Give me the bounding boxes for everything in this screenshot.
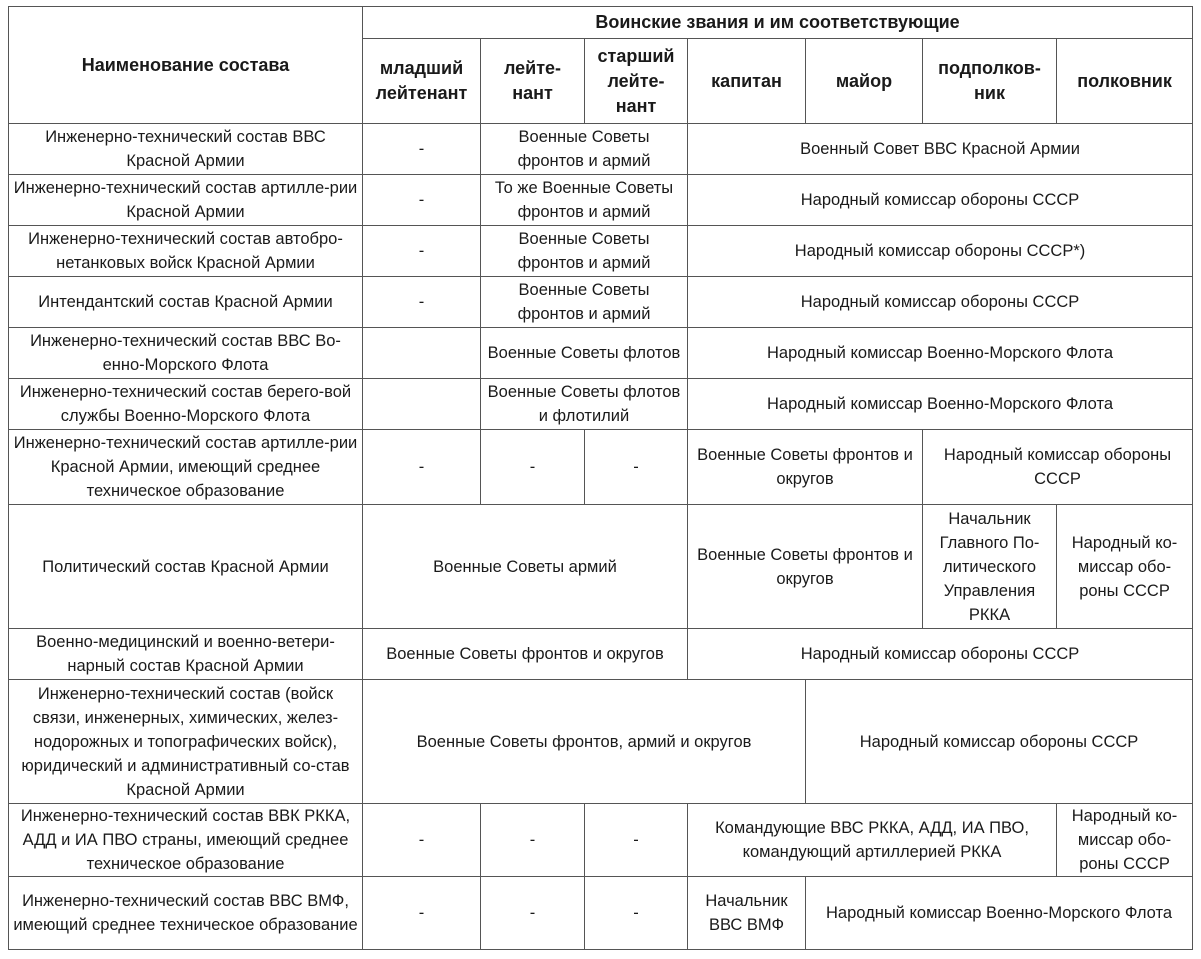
authority-cell: - <box>363 804 481 877</box>
authority-cell: - <box>481 804 585 877</box>
composition-cell: Инженерно-технический состав (войск связи, инженерных, химических, желез-нодорожных и топографических войск), юридический и административный со-став Красной Армии <box>9 680 363 804</box>
authority-cell: Народный комиссар обороны СССР <box>688 629 1193 680</box>
rank-header: лейте-нант <box>481 39 585 124</box>
authority-cell: Народный ко-миссар обо-роны СССР <box>1057 505 1193 629</box>
authority-cell: Военные Советы флотов и флотилий <box>481 379 688 430</box>
composition-cell: Инженерно-технический состав ВВС Красной Армии <box>9 124 363 175</box>
authority-cell: Военные Советы фронтов и армий <box>481 277 688 328</box>
authority-cell: - <box>363 277 481 328</box>
authority-cell: Начальник ВВС ВМФ <box>688 877 806 950</box>
table-row <box>9 430 1193 505</box>
authority-cell: Военные Советы фронтов и армий <box>481 124 688 175</box>
table-row <box>9 629 1193 680</box>
composition-cell: Военно-медицинский и военно-ветери-нарный состав Красной Армии <box>9 629 363 680</box>
composition-cell: Инженерно-технический состав автобро-нетанковых войск Красной Армии <box>9 226 363 277</box>
authority-cell: Военные Советы фронтов и округов <box>688 505 923 629</box>
authority-cell: Командующие ВВС РККА, АДД, ИА ПВО, командующий артиллерией РККА <box>688 804 1057 877</box>
authority-cell: - <box>363 175 481 226</box>
rank-header: полковник <box>1057 39 1193 124</box>
authority-cell: Народный комиссар обороны СССР <box>688 277 1193 328</box>
composition-cell: Инженерно-технический состав артилле-рии Красной Армии <box>9 175 363 226</box>
rank-header: подполков-ник <box>923 39 1057 124</box>
table-row <box>9 680 1193 804</box>
authority-cell: Народный комиссар обороны СССР <box>923 430 1193 505</box>
authority-cell: - <box>363 124 481 175</box>
header-row-1 <box>9 7 1193 39</box>
authority-cell: Народный комиссар обороны СССР <box>688 175 1193 226</box>
authority-cell: Народный комиссар обороны СССР*) <box>688 226 1193 277</box>
ranks-authority-table <box>8 6 1193 950</box>
composition-cell: Политический состав Красной Армии <box>9 505 363 629</box>
rank-header: капитан <box>688 39 806 124</box>
authority-cell: - <box>363 430 481 505</box>
table-row <box>9 277 1193 328</box>
authority-cell: Военные Советы фронтов и армий <box>481 226 688 277</box>
authority-cell: Военный Совет ВВС Красной Армии <box>688 124 1193 175</box>
composition-header: Наименование состава <box>9 7 363 124</box>
authority-cell: То же Военные Советы фронтов и армий <box>481 175 688 226</box>
empty-cell <box>363 379 481 430</box>
authority-cell: - <box>585 877 688 950</box>
table-row <box>9 124 1193 175</box>
authority-cell: Народный комиссар Военно-Морского Флота <box>688 328 1193 379</box>
table-row <box>9 877 1193 950</box>
composition-cell: Инженерно-технический состав артилле-рии Красной Армии, имеющий среднее техническое образование <box>9 430 363 505</box>
composition-cell: Интендантский состав Красной Армии <box>9 277 363 328</box>
authority-cell: - <box>585 430 688 505</box>
authority-cell: Народный комиссар Военно-Морского Флота <box>688 379 1193 430</box>
authority-cell: - <box>363 226 481 277</box>
composition-cell: Инженерно-технический состав ВВК РККА, АДД и ИА ПВО страны, имеющий среднее техническое образование <box>9 804 363 877</box>
authority-cell: - <box>363 877 481 950</box>
table-row <box>9 226 1193 277</box>
composition-cell: Инженерно-технический состав ВВС Во-енно-Морского Флота <box>9 328 363 379</box>
table-row <box>9 505 1193 629</box>
rank-header: майор <box>806 39 923 124</box>
authority-cell: Военные Советы фронтов и округов <box>688 430 923 505</box>
authority-cell: Военные Советы флотов <box>481 328 688 379</box>
rank-header: старший лейте-нант <box>585 39 688 124</box>
table-row <box>9 804 1193 877</box>
table-row <box>9 175 1193 226</box>
rank-header: младший лейтенант <box>363 39 481 124</box>
authority-cell: Народный комиссар Военно-Морского Флота <box>806 877 1193 950</box>
empty-cell <box>363 328 481 379</box>
authority-cell: Народный комиссар обороны СССР <box>806 680 1193 804</box>
table-row <box>9 379 1193 430</box>
composition-cell: Инженерно-технический состав берего-вой службы Военно-Морского Флота <box>9 379 363 430</box>
authority-cell: - <box>481 430 585 505</box>
authority-cell: - <box>585 804 688 877</box>
authority-cell: Начальник Главного По-литического Управления РККА <box>923 505 1057 629</box>
table-row <box>9 328 1193 379</box>
authority-cell: - <box>481 877 585 950</box>
composition-cell: Инженерно-технический состав ВВС ВМФ, имеющий среднее техническое образование <box>9 877 363 950</box>
authority-cell: Народный ко-миссар обо-роны СССР <box>1057 804 1193 877</box>
authority-cell: Военные Советы фронтов и округов <box>363 629 688 680</box>
authority-cell: Военные Советы армий <box>363 505 688 629</box>
ranks-group-header: Воинские звания и им соответствующие <box>363 7 1193 39</box>
authority-cell: Военные Советы фронтов, армий и округов <box>363 680 806 804</box>
